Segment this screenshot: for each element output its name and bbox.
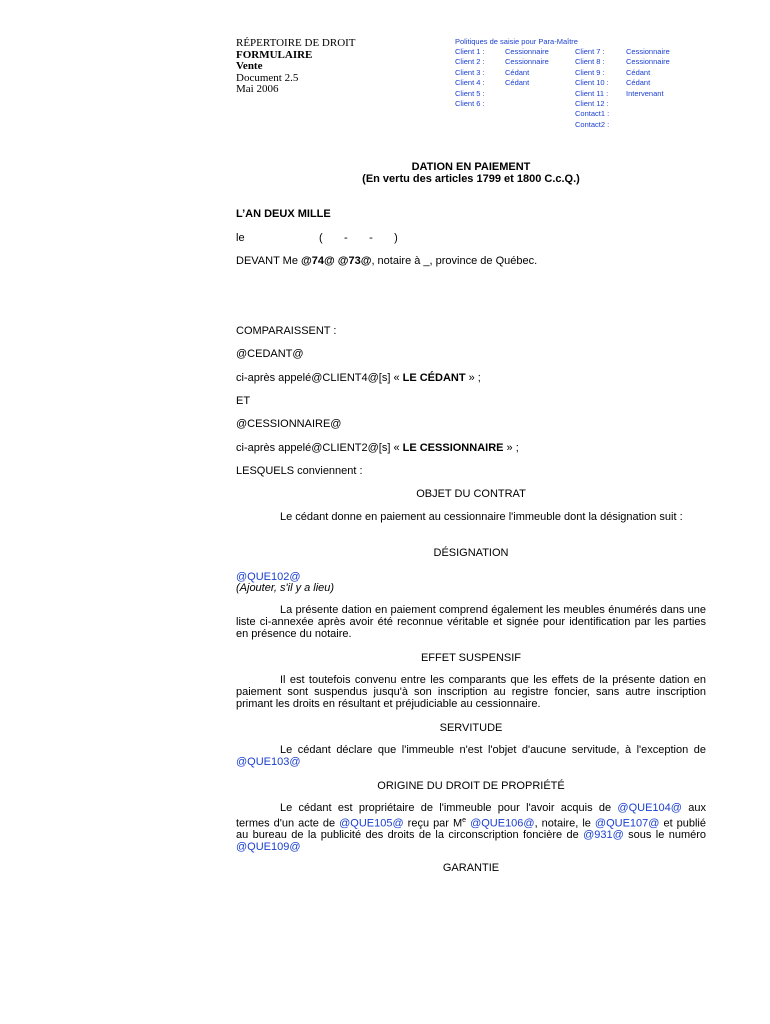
origine-text: et publié au bureau de la publicité des droits de la circonscription foncière de	[236, 817, 706, 842]
objet-text: Le cédant donne en paiement au cessionnaire l'immeuble dont la désignation suit :	[280, 511, 683, 523]
et-label: ET	[236, 395, 251, 407]
appele-suffix: » ;	[503, 442, 519, 454]
client-label: Client 3 :	[455, 67, 485, 77]
heading-objet: OBJET DU CONTRAT	[416, 488, 526, 500]
header-line-formulaire: FORMULAIRE	[236, 48, 313, 61]
cessionnaire-field: @CESSIONNAIRE@	[236, 418, 342, 430]
que107-field[interactable]: @QUE107@	[594, 817, 660, 830]
origine-text: Le cédant est propriétaire de l'immeuble pour l'avoir acquis de	[280, 802, 618, 814]
que106-field[interactable]: @QUE106@	[470, 817, 535, 830]
client-value: Intervenant	[626, 88, 664, 98]
q931-field[interactable]: @931@	[583, 829, 624, 842]
servitude-paragraph	[236, 745, 706, 769]
effet-paragraph	[236, 675, 706, 710]
appele-suffix: » ;	[465, 372, 481, 384]
document-title: DATION EN PAIEMENT	[411, 161, 531, 173]
client-label: Client 7 :	[575, 47, 605, 56]
heading-designation: DÉSIGNATION	[433, 547, 509, 559]
client-label: Client 5 :	[455, 88, 485, 98]
header-line-vente: Vente	[236, 60, 263, 72]
client-label: Client 10 :	[575, 78, 609, 88]
que109-field[interactable]: @QUE109@	[236, 841, 301, 854]
le-label: le	[236, 232, 245, 244]
client-value: Cédant	[505, 78, 530, 88]
contact-label: Contact2 :	[575, 119, 610, 129]
heading-servitude: SERVITUDE	[439, 722, 503, 734]
client-value: Cessionnaire	[626, 47, 670, 56]
an-deux-mille: L’AN DEUX MILLE	[236, 208, 331, 220]
dation-text: La présente dation en paiement comprend également les meubles énumérés dans une liste ci-annexée après avoir été reconnue véritable et signée pour identification par les parties en présence du notaire.	[236, 604, 706, 640]
client-value: Cessionnaire	[505, 57, 549, 67]
comparaissent: COMPARAISSENT :	[236, 325, 337, 337]
cedant-field: @CEDANT@	[236, 348, 304, 360]
client-label: Client 4 :	[455, 78, 485, 88]
origine-text: sous le numéro	[623, 829, 706, 842]
origine-text: reçu par M	[403, 817, 463, 830]
client-label: Client 8 :	[575, 57, 605, 67]
lesquels-conviennent: LESQUELS conviennent :	[236, 465, 363, 477]
client-value: Cessionnaire	[505, 47, 549, 56]
que105-field[interactable]: @QUE105@	[339, 817, 404, 830]
header-line-repertoire: RÉPERTOIRE DE DROIT	[236, 37, 356, 49]
client-value: Cessionnaire	[626, 57, 670, 67]
document-header	[236, 38, 356, 96]
date-placeholder: ( - - )	[319, 232, 398, 244]
notary-field: @74@ @73@	[301, 255, 372, 267]
que103-field[interactable]: @QUE103@	[236, 755, 301, 768]
appele-cedant-line	[236, 372, 481, 384]
clients-left-values	[505, 47, 549, 89]
origine-text: , notaire, le	[534, 817, 595, 830]
header-line-date: Mai 2006	[236, 83, 279, 95]
clients-right-values	[626, 47, 670, 99]
client-label: Client 11 :	[575, 88, 609, 98]
devant-line	[236, 255, 537, 267]
clients-left-labels	[455, 47, 485, 109]
heading-origine: ORIGINE DU DROIT DE PROPRIÉTÉ	[377, 780, 565, 792]
appele-cessionnaire-line	[236, 442, 519, 454]
client-value: Cédant	[505, 67, 530, 77]
origine-text: aux termes d'un acte de	[236, 802, 706, 830]
servitude-text: Le cédant déclare que l'immeuble n'est l'objet d'aucune servitude, à l'exception de	[280, 744, 706, 756]
heading-garantie: GARANTIE	[442, 862, 500, 874]
ajouter-note: (Ajouter, s'il y a lieu)	[236, 582, 335, 594]
origine-superscript: e	[462, 816, 467, 824]
dation-paragraph	[236, 605, 706, 640]
header-line-document: Document 2.5	[236, 71, 299, 84]
client-label: Client 6 :	[455, 99, 485, 109]
origine-paragraph	[236, 803, 706, 854]
objet-paragraph	[236, 512, 706, 524]
devant-prefix: DEVANT Me	[236, 255, 301, 267]
le-cedant-term: LE CÉDANT	[402, 372, 466, 384]
client-label: Client 2 :	[455, 57, 485, 67]
client-value: Cédant	[626, 78, 651, 88]
appele-prefix: ci-après appelé@CLIENT2@[s] «	[236, 442, 403, 454]
que104-field[interactable]: @QUE104@	[617, 802, 682, 814]
client-label: Client 1 :	[455, 47, 485, 56]
clients-right-labels	[575, 47, 609, 130]
effet-text: Il est toutefois convenu entre les comparants que les effets de la présente dation en paiement sont suspendus jusqu'à son inscription au registre foncier, sans autre inscription primant les droits en résultant et préjudiciable au cessionnaire.	[236, 674, 706, 710]
document-subtitle: (En vertu des articles 1799 et 1800 C.c.Q.)	[362, 173, 580, 185]
client-label: Client 9 :	[575, 67, 605, 77]
heading-effet-suspensif: EFFET SUSPENSIF	[420, 652, 522, 664]
devant-suffix: , notaire à _, province de Québec.	[371, 255, 538, 267]
client-label: Client 12 :	[575, 99, 609, 109]
le-cessionnaire-term: LE CESSIONNAIRE	[402, 442, 504, 454]
que102-field[interactable]: @QUE102@	[236, 571, 301, 583]
contact-label: Contact1 :	[575, 109, 610, 119]
client-value: Cédant	[626, 67, 651, 77]
politiques-title: Politiques de saisie pour Para-Maître	[455, 37, 578, 46]
appele-prefix: ci-après appelé@CLIENT4@[s] «	[236, 372, 403, 384]
